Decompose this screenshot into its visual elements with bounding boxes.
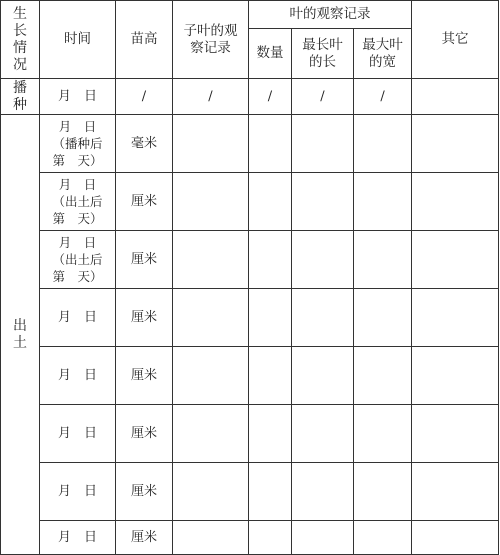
blank-cell [412,463,499,521]
header-max-width: 最大叶 的宽 [354,29,412,79]
blank-cell [354,289,412,347]
blank-cell [292,347,354,405]
table-row [1,115,499,173]
stage-sowing: 播 种 [1,79,40,115]
blank-cell [249,173,292,231]
blank-cell [173,347,249,405]
blank-cell [292,463,354,521]
blank-cell [292,173,354,231]
time-cell: 月 日 （出土后 第 天） [40,173,116,231]
blank-cell [354,115,412,173]
header-growth-status: 生 长 情 况 [1,1,40,79]
blank-cell [354,521,412,555]
header-other: 其它 [412,1,499,79]
table-row [1,521,499,555]
blank-cell [412,405,499,463]
time-cell: 月 日 [40,347,116,405]
time-cell: 月 日 [40,463,116,521]
blank-cell [354,231,412,289]
blank-cell [354,173,412,231]
unit-cell: 厘米 [116,173,173,231]
time-cell: 月 日 （出土后 第 天） [40,231,116,289]
blank-cell [249,463,292,521]
blank-cell [173,115,249,173]
time-cell: 月 日 （播种后 第 天） [40,115,116,173]
blank-cell [173,231,249,289]
sowing-other-cell [412,79,499,115]
table-row [1,405,499,463]
unit-cell: 厘米 [116,289,173,347]
sowing-slash-cell: / [173,79,249,115]
blank-cell [173,521,249,555]
unit-cell: 毫米 [116,115,173,173]
blank-cell [249,405,292,463]
blank-cell [249,231,292,289]
blank-cell [412,173,499,231]
blank-cell [292,289,354,347]
blank-cell [354,347,412,405]
time-cell: 月 日 [40,521,116,555]
blank-cell [249,115,292,173]
blank-cell [292,231,354,289]
blank-cell [412,347,499,405]
blank-cell [249,521,292,555]
blank-cell [412,521,499,555]
sowing-date: 月 日 [40,79,116,115]
header-time: 时间 [40,1,116,79]
blank-cell [292,115,354,173]
blank-cell [412,231,499,289]
unit-cell: 厘米 [116,405,173,463]
table-row [1,289,499,347]
header-cotyledon-record: 子叶的观 察记录 [173,1,249,79]
blank-cell [173,463,249,521]
sowing-slash-cell: / [292,79,354,115]
blank-cell [249,289,292,347]
stage-emergence: 出 土 [1,115,40,555]
sowing-slash-cell: / [116,79,173,115]
blank-cell [173,289,249,347]
blank-cell [354,463,412,521]
time-cell: 月 日 [40,405,116,463]
table-row [1,347,499,405]
sowing-row [1,79,499,115]
blank-cell [354,405,412,463]
unit-cell: 厘米 [116,347,173,405]
unit-cell: 厘米 [116,521,173,555]
time-cell: 月 日 [40,289,116,347]
header-leaf-record: 叶的观察记录 [249,1,412,29]
blank-cell [173,173,249,231]
unit-cell: 厘米 [116,463,173,521]
header-max-length: 最长叶 的长 [292,29,354,79]
blank-cell [412,115,499,173]
blank-cell [173,405,249,463]
unit-cell: 厘米 [116,231,173,289]
sowing-slash-cell: / [249,79,292,115]
table-row [1,463,499,521]
sowing-slash-cell: / [354,79,412,115]
table-row [1,173,499,231]
header-count: 数量 [249,29,292,79]
blank-cell [412,289,499,347]
blank-cell [249,347,292,405]
header-seedling-height: 苗高 [116,1,173,79]
blank-cell [292,405,354,463]
table-row [1,231,499,289]
blank-cell [292,521,354,555]
